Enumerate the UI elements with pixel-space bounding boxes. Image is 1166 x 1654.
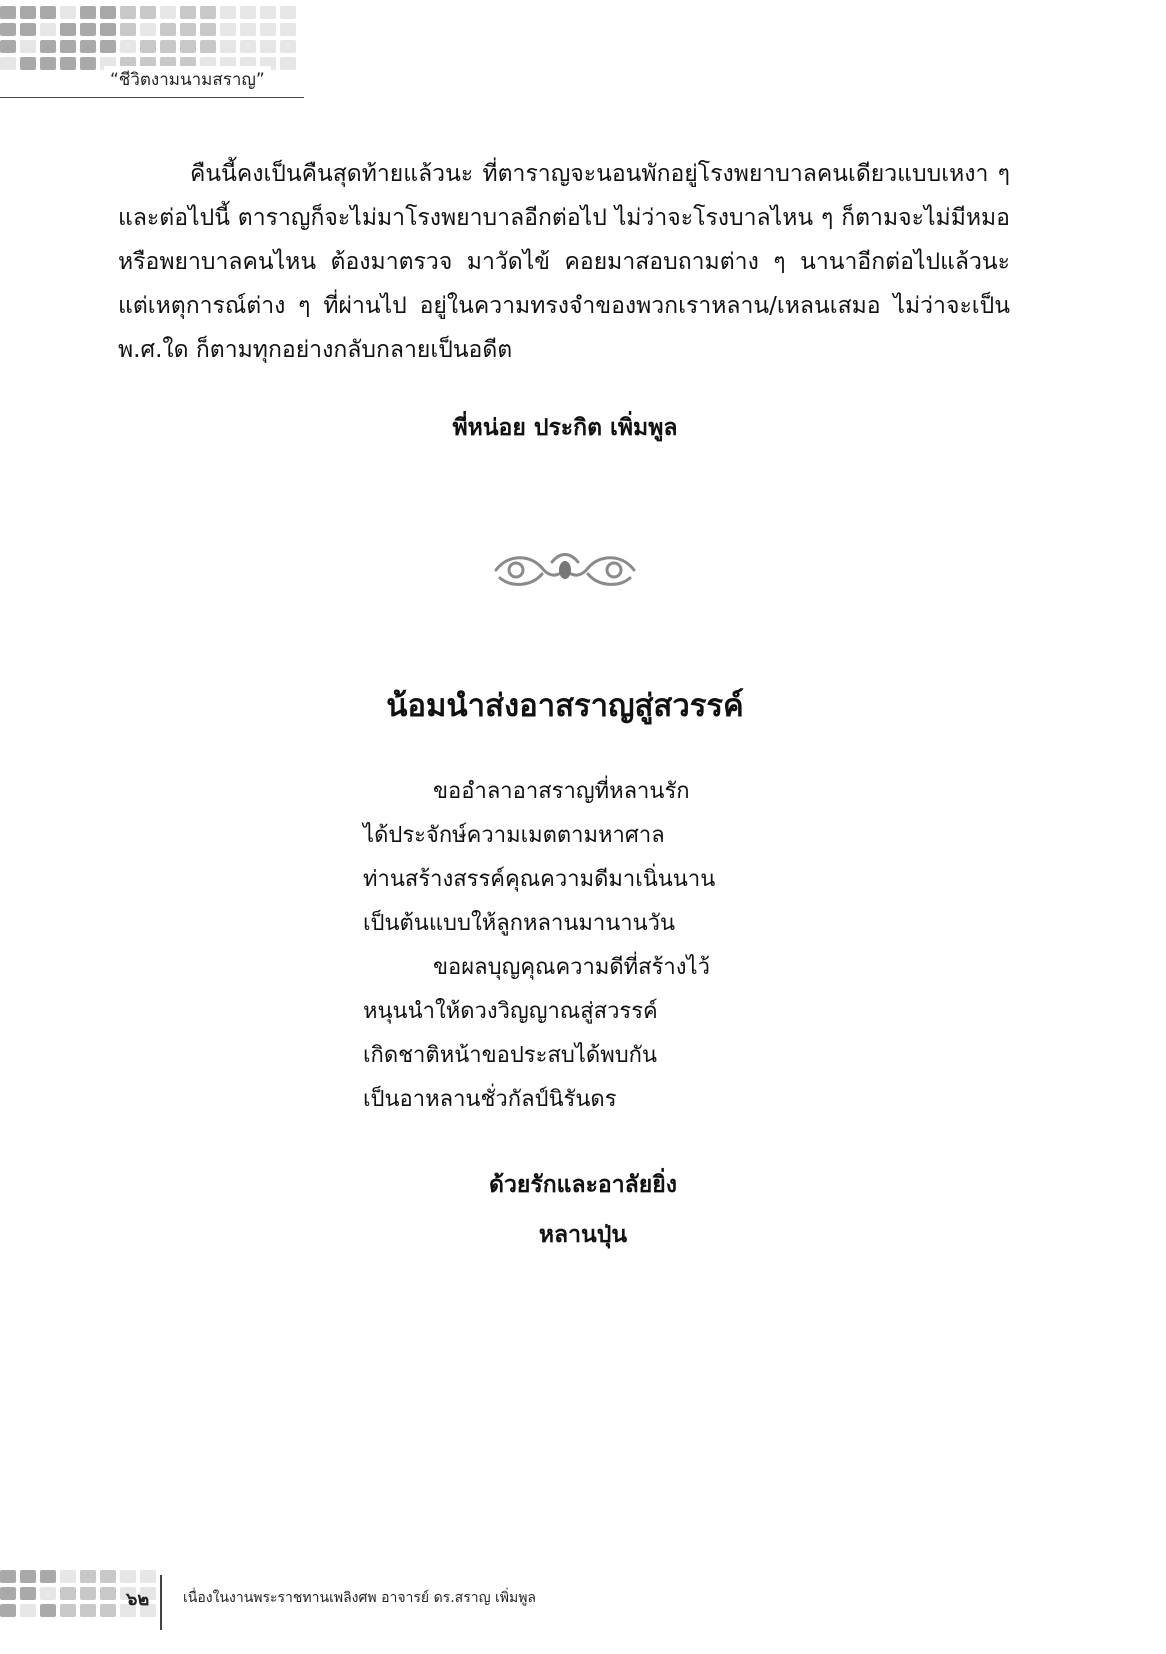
poem-title: น้อมนำส่งอาสราญสู่สวรรค์: [386, 688, 744, 724]
tile: [60, 40, 76, 53]
tile: [240, 40, 256, 53]
tile: [40, 23, 56, 36]
poem-line: ขอผลบุญคุณความดีที่สร้างไว้: [433, 955, 710, 980]
tile: [100, 23, 116, 36]
tile: [0, 23, 16, 36]
tile: [20, 23, 36, 36]
tile: [40, 1604, 56, 1617]
body-text: คืนนี้คงเป็นคืนสุดท้ายแล้วนะ ที่ตาราญจะนอนพักอยู่โรงพยาบาลคนเดียวแบบเหงา ๆ และต่อไปนี้ ตาราญก็จะไม่มาโรงพยาบาลอีกต่อไป ไม่ว่าจะโรงบาลไหน ๆ ก็ตามจะไม่มีหมอ หรือพยาบาลคนไหน ต้องมาตรวจ มาวัดไข้ คอยมาสอบถามต่าง ๆ นานาอีกต่อไปแล้วนะ แต่เหตุการณ์ต่าง ๆ ที่ผ่านไป อยู่ในความทรงจำของพวกเราหลาน/เหลนเสมอ ไม่ว่าจะเป็น พ.ศ.ใด ก็ตามทุกอย่างกลับกลายเป็นอดีต: [118, 161, 1010, 363]
poem-verses: [363, 770, 715, 1122]
poem-line: ท่านสร้างสรรค์คุณความดีมาเนิ่นนาน: [363, 867, 716, 892]
header-title: “ชีวิตงามนามสราญ”: [104, 66, 271, 93]
tile: [60, 6, 76, 19]
tile: [160, 6, 176, 19]
tile: [100, 40, 116, 53]
tile: [20, 1604, 36, 1617]
tile: [80, 6, 96, 19]
poem-line: หนุนนำให้ดวงวิญญาณสู่สวรรค์: [363, 999, 658, 1024]
tile: [280, 23, 296, 36]
tile: [80, 23, 96, 36]
tile: [280, 40, 296, 53]
tile: [140, 40, 156, 53]
tile: [260, 6, 276, 19]
tile: [160, 23, 176, 36]
tile: [200, 23, 216, 36]
tile: [180, 23, 196, 36]
tile: [200, 40, 216, 53]
tile: [20, 40, 36, 53]
closing-signature: [0, 1160, 1166, 1260]
tile: [240, 23, 256, 36]
tile: [40, 6, 56, 19]
tile: [80, 1604, 96, 1617]
tile: [40, 1587, 56, 1600]
tile: [120, 40, 136, 53]
footer-separator: [160, 1575, 162, 1630]
tile: [140, 1570, 156, 1583]
tile: [0, 1604, 16, 1617]
tile: [20, 6, 36, 19]
poem-line: ขออำลาอาสราญที่หลานรัก: [433, 779, 690, 804]
poem-line: เป็นอาหลานชั่วกัลป์นิรันดร: [363, 1087, 617, 1112]
tile: [120, 1570, 136, 1583]
tile: [40, 57, 56, 70]
tile: [100, 1604, 116, 1617]
tile: [0, 6, 16, 19]
tile: [60, 1587, 76, 1600]
tile: [280, 57, 296, 70]
tile: [220, 6, 236, 19]
tile: [180, 6, 196, 19]
poem-line: ได้ประจักษ์ความเมตตามหาศาล: [363, 823, 665, 848]
tile: [260, 40, 276, 53]
tile: [120, 6, 136, 19]
tile: [0, 40, 16, 53]
tile: [140, 23, 156, 36]
tile: [240, 6, 256, 19]
footer-text: เนื่องในงานพระราชทานเพลิงศพ อาจารย์ ดร.สราญ เพิ่มพูล: [183, 1590, 537, 1606]
tile: [160, 40, 176, 53]
tile: [80, 40, 96, 53]
tile: [40, 40, 56, 53]
tile: [260, 23, 276, 36]
tile: [80, 1587, 96, 1600]
tile: [60, 1604, 76, 1617]
tile: [60, 57, 76, 70]
poem-line: เกิดชาติหน้าขอประสบได้พบกัน: [363, 1043, 658, 1068]
page-number: ๖๒: [126, 1589, 150, 1610]
closing-author: หลานปุ่น: [538, 1222, 628, 1248]
body-paragraph: [118, 152, 1010, 372]
tile: [20, 1587, 36, 1600]
signature-prakit: พี่หน่อย ประกิต เพิ่มพูล: [452, 415, 678, 441]
tile: [180, 40, 196, 53]
tile: [0, 57, 16, 70]
tile: [80, 1570, 96, 1583]
tile: [220, 23, 236, 36]
header-rule: [0, 97, 304, 98]
tile: [80, 57, 96, 70]
tile: [60, 1570, 76, 1583]
tile: [100, 1570, 116, 1583]
scroll-ornament-icon: [490, 548, 640, 596]
tile: [100, 6, 116, 19]
tile: [0, 1570, 16, 1583]
poem-line: เป็นต้นแบบให้ลูกหลานมานานวัน: [363, 911, 676, 936]
tile: [120, 23, 136, 36]
tile: [20, 57, 36, 70]
tile: [40, 1570, 56, 1583]
tile: [0, 1587, 16, 1600]
tile: [100, 1587, 116, 1600]
header-tile-decoration: [0, 6, 296, 70]
tile: [60, 23, 76, 36]
tile: [200, 6, 216, 19]
tile: [140, 6, 156, 19]
tile: [220, 40, 236, 53]
closing-line: ด้วยรักและอาลัยยิ่ง: [489, 1172, 677, 1198]
tile: [20, 1570, 36, 1583]
tile: [280, 6, 296, 19]
